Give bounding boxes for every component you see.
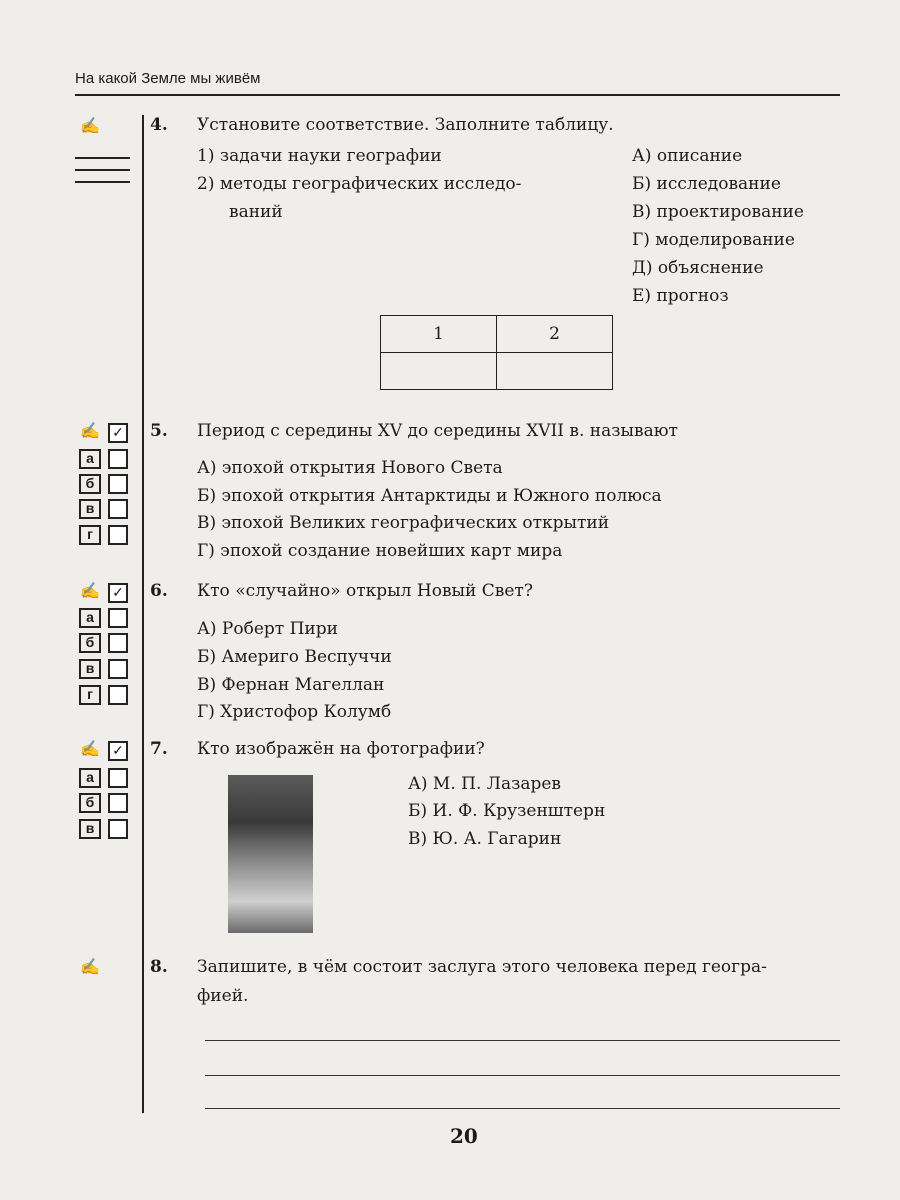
question-text: Установите соответствие. Заполните таблицу.: [197, 115, 614, 135]
option: В) Ю. А. Гагарин: [408, 829, 562, 849]
answer-line[interactable]: [205, 1108, 840, 1109]
letter-a: а: [79, 449, 101, 469]
option: В) Фернан Магеллан: [197, 675, 385, 695]
pen-icon: ✍: [80, 421, 100, 440]
match-item: 2) методы географических исследо-: [197, 174, 522, 194]
letter-a: а: [79, 608, 101, 628]
answer-table: [380, 315, 613, 390]
answer-cell[interactable]: [497, 353, 613, 390]
option: Б) Америго Веспуччи: [197, 647, 392, 667]
option: А) Роберт Пири: [197, 619, 338, 639]
answer-checkbox[interactable]: [108, 685, 128, 705]
answer-checkbox[interactable]: [108, 819, 128, 839]
answer-line[interactable]: [205, 1040, 840, 1041]
answer-checkbox[interactable]: [108, 768, 128, 788]
answer-checkbox[interactable]: [108, 499, 128, 519]
pen-icon: ✍: [80, 581, 100, 600]
letter-a: а: [79, 768, 101, 788]
answer-checkbox[interactable]: [108, 474, 128, 494]
option: Г) эпохой создание новейших карт мира: [197, 541, 563, 561]
match-item: ваний: [229, 202, 283, 222]
option: А) эпохой открытия Нового Света: [197, 458, 503, 478]
option: В) эпохой Великих географических открытий: [197, 513, 610, 533]
margin-rule: [142, 115, 144, 1113]
letter-v: в: [79, 499, 101, 519]
answer-checkbox[interactable]: [108, 525, 128, 545]
question-number: 5.: [150, 421, 168, 441]
answer-checkbox[interactable]: [108, 608, 128, 628]
question-text: Кто «случайно» открыл Новый Свет?: [197, 581, 533, 601]
question-text: Кто изображён на фотографии?: [197, 739, 485, 759]
pen-icon: ✍: [80, 739, 100, 758]
letter-g: г: [79, 525, 101, 545]
question-number: 8.: [150, 957, 168, 977]
running-header: На какой Земле мы живём: [75, 70, 261, 87]
portrait-photo: [228, 775, 313, 933]
option: Б) эпохой открытия Антарктиды и Южного полюса: [197, 486, 662, 506]
question-number: 4.: [150, 115, 168, 135]
header-rule: [75, 94, 840, 96]
pen-icon: ✍: [80, 116, 100, 135]
question-text: Период с середины XV до середины XVII в. называют: [197, 421, 678, 441]
match-option: Б) исследование: [632, 174, 781, 194]
letter-b: б: [79, 474, 101, 494]
option: А) М. П. Лазарев: [408, 774, 561, 794]
page-number: 20: [450, 1124, 478, 1148]
letter-g: г: [79, 685, 101, 705]
table-header: 2: [497, 316, 613, 353]
match-option: Д) объяснение: [632, 258, 764, 278]
question-number: 6.: [150, 581, 168, 601]
answer-line[interactable]: [75, 169, 130, 171]
match-item: 1) задачи науки географии: [197, 146, 442, 166]
pen-icon: ✍: [80, 957, 100, 976]
question-text-cont: фией.: [197, 986, 249, 1006]
option: Б) И. Ф. Крузенштерн: [408, 801, 606, 821]
letter-v: в: [79, 659, 101, 679]
answer-line[interactable]: [205, 1075, 840, 1076]
check-icon: ✓: [108, 741, 128, 761]
table-header: 1: [381, 316, 497, 353]
match-option: Г) моделирование: [632, 230, 795, 250]
check-icon: ✓: [108, 583, 128, 603]
letter-v: в: [79, 819, 101, 839]
answer-line[interactable]: [75, 157, 130, 159]
letter-b: б: [79, 633, 101, 653]
answer-cell[interactable]: [381, 353, 497, 390]
match-option: В) проектирование: [632, 202, 804, 222]
check-icon: ✓: [108, 423, 128, 443]
answer-checkbox[interactable]: [108, 449, 128, 469]
letter-b: б: [79, 793, 101, 813]
answer-line[interactable]: [75, 181, 130, 183]
option: Г) Христофор Колумб: [197, 702, 392, 722]
question-text: Запишите, в чём состоит заслуга этого человека перед геогра-: [197, 957, 767, 977]
answer-checkbox[interactable]: [108, 659, 128, 679]
answer-checkbox[interactable]: [108, 793, 128, 813]
match-option: А) описание: [632, 146, 743, 166]
match-option: Е) прогноз: [632, 286, 729, 306]
answer-checkbox[interactable]: [108, 633, 128, 653]
question-number: 7.: [150, 739, 168, 759]
